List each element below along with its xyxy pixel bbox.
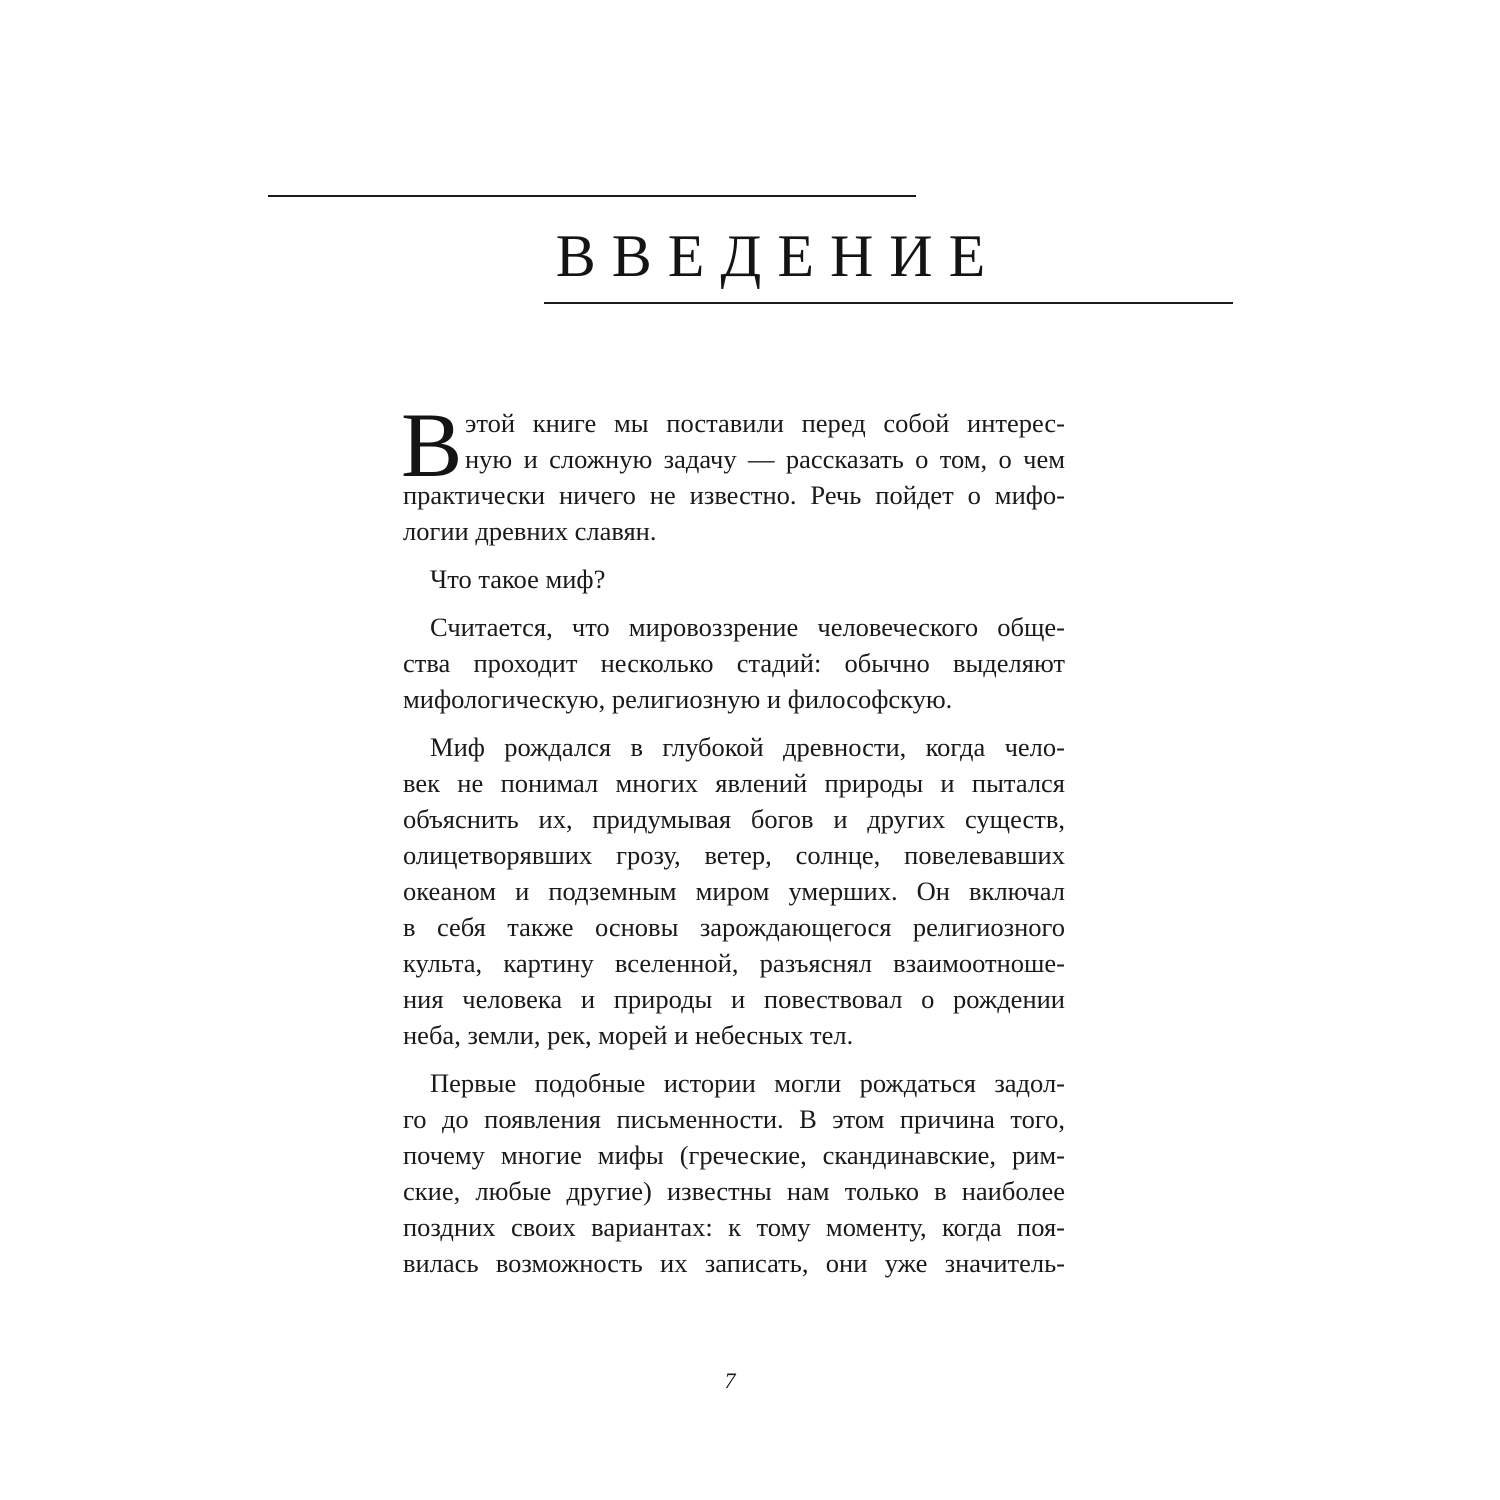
text-line: Считается, что мировоззрение человеческого обще- <box>430 612 1065 642</box>
text-line: вилась возможность их записать, они уже значитель- <box>403 1248 1065 1278</box>
paragraph-5 <box>403 1065 1065 1281</box>
text-line: культа, картину вселенной, разъяснял взаимоотноше- <box>403 948 1065 978</box>
body-text <box>401 394 1065 1281</box>
title-rule-bottom <box>544 302 1233 304</box>
text-line: ния человека и природы и повествовал о рождении <box>403 984 1065 1014</box>
text-line: ства проходит несколько стадий: обычно выделяют <box>403 648 1065 678</box>
text-line: поздних своих вариантах: к тому моменту, когда поя- <box>403 1212 1065 1242</box>
text-line: Первые подобные истории могли рождаться задол- <box>430 1068 1065 1098</box>
text-line: в себя также основы зарождающегося религиозного <box>403 912 1065 942</box>
text-line: Миф рождался в глубокой древности, когда чело- <box>430 732 1065 762</box>
paragraph-1 <box>401 394 1065 549</box>
text-line: век не понимал многих явлений природы и пытался <box>403 768 1065 798</box>
text-line: Что такое миф? <box>430 564 606 594</box>
page-number: 7 <box>724 1368 736 1393</box>
text-line: практически ничего не известно. Речь пойдет о мифо- <box>403 480 1065 510</box>
text-line: мифологическую, религиозную и философскую. <box>403 684 953 714</box>
text-line: этой книге мы поставили перед собой интерес- <box>465 408 1065 438</box>
text-line: океаном и подземным миром умерших. Он включал <box>403 876 1065 906</box>
chapter-title: ВВЕДЕНИЕ <box>555 223 1002 289</box>
text-line: неба, земли, рек, морей и небесных тел. <box>403 1020 854 1050</box>
paragraph-4 <box>403 729 1065 1053</box>
text-line: объяснить их, придумывая богов и других существ, <box>403 804 1065 834</box>
text-line: го до появления письменности. В этом причина того, <box>403 1104 1065 1134</box>
text-line: почему многие мифы (греческие, скандинавские, рим- <box>403 1140 1065 1170</box>
drop-cap: В <box>401 394 463 496</box>
title-rule-top <box>268 195 916 197</box>
paragraph-2 <box>403 561 1065 597</box>
paragraph-3 <box>403 609 1065 717</box>
text-line: олицетворявших грозу, ветер, солнце, повелевавших <box>403 840 1065 870</box>
text-line: ские, любые другие) известны нам только в наиболее <box>403 1176 1065 1206</box>
text-line: логии древних славян. <box>403 516 657 546</box>
text-line: ную и сложную задачу — рассказать о том, о чем <box>465 444 1065 474</box>
